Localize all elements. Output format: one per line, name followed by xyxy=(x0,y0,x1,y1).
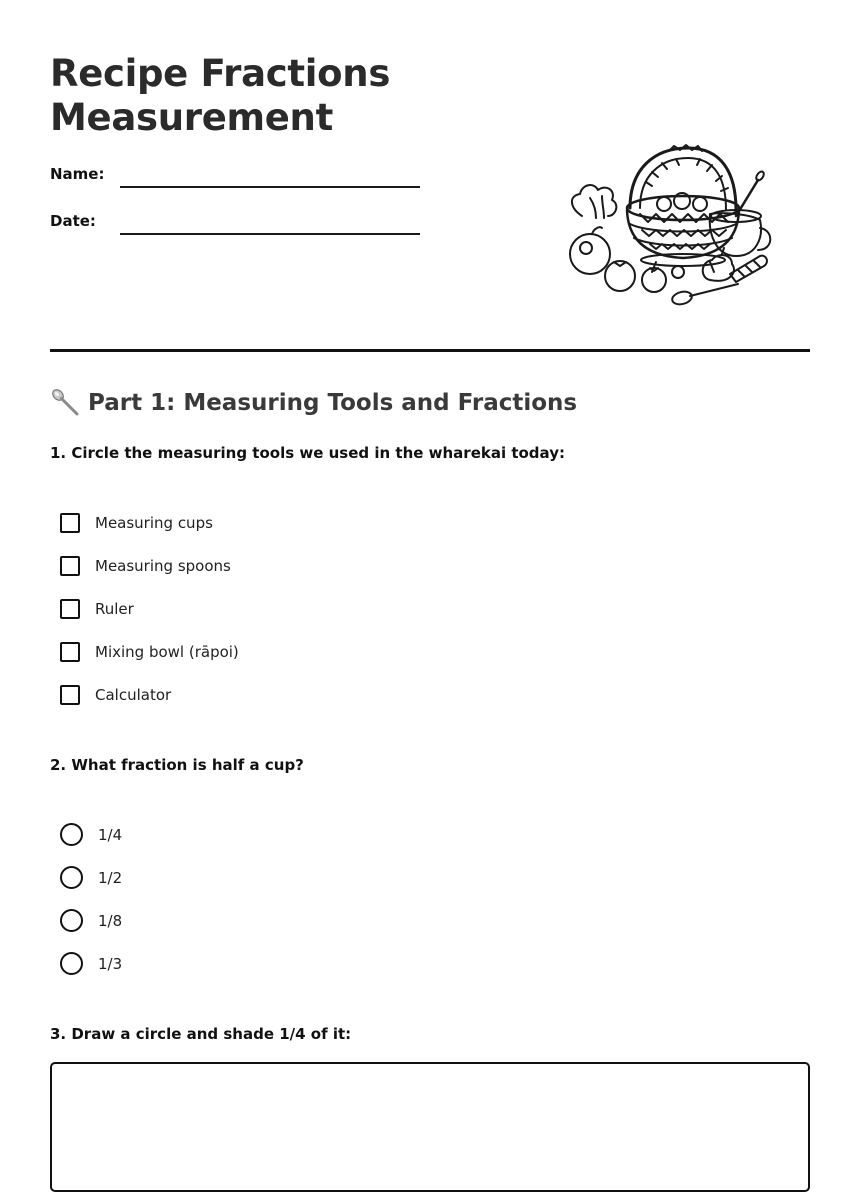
part1-heading-text: Part 1: Measuring Tools and Fractions xyxy=(88,390,578,416)
question-1-options xyxy=(60,501,239,716)
option-ruler[interactable] xyxy=(60,587,239,630)
option-label: Measuring cups xyxy=(95,513,213,532)
question-2-options xyxy=(60,813,122,985)
title-line-1: Recipe Fractions xyxy=(50,52,391,95)
checkbox[interactable] xyxy=(60,642,80,662)
checkbox[interactable] xyxy=(60,556,80,576)
option-label: Measuring spoons xyxy=(95,556,231,575)
option-label: 1/4 xyxy=(98,825,123,844)
checkbox[interactable] xyxy=(60,513,80,533)
option-one-eighth[interactable] xyxy=(60,899,122,942)
option-label: Mixing bowl (rāpoi) xyxy=(95,642,239,661)
name-field[interactable] xyxy=(50,165,420,189)
option-label: 1/8 xyxy=(98,911,123,930)
drawing-area[interactable] xyxy=(50,1062,810,1192)
radio-button[interactable] xyxy=(60,909,83,932)
option-label: 1/3 xyxy=(98,954,123,973)
cooking-basket-illustration xyxy=(560,138,775,310)
name-write-line[interactable] xyxy=(120,186,420,188)
worksheet-title xyxy=(50,52,390,140)
date-write-line[interactable] xyxy=(120,233,420,235)
radio-button[interactable] xyxy=(60,866,83,889)
title-line-2: Measurement xyxy=(50,96,333,139)
part1-heading xyxy=(50,386,577,420)
option-label: Ruler xyxy=(95,599,134,618)
worksheet-page xyxy=(50,0,810,1161)
option-one-half[interactable] xyxy=(60,856,122,899)
section-divider xyxy=(50,349,810,352)
radio-button[interactable] xyxy=(60,952,83,975)
option-label: Calculator xyxy=(95,685,172,704)
question-3-prompt: 3. Draw a circle and shade 1/4 of it: xyxy=(50,1025,352,1043)
date-label: Date: xyxy=(50,212,96,230)
name-label: Name: xyxy=(50,165,105,183)
option-one-quarter[interactable] xyxy=(60,813,122,856)
checkbox[interactable] xyxy=(60,685,80,705)
spoon-icon xyxy=(50,388,80,418)
option-measuring-cups[interactable] xyxy=(60,501,239,544)
question-1-prompt: 1. Circle the measuring tools we used in the wharekai today: xyxy=(50,444,565,462)
radio-button[interactable] xyxy=(60,823,83,846)
option-one-third[interactable] xyxy=(60,942,122,985)
question-2-prompt: 2. What fraction is half a cup? xyxy=(50,756,304,774)
option-measuring-spoons[interactable] xyxy=(60,544,239,587)
checkbox[interactable] xyxy=(60,599,80,619)
date-field[interactable] xyxy=(50,212,420,236)
option-mixing-bowl[interactable] xyxy=(60,630,239,673)
option-calculator[interactable] xyxy=(60,673,239,716)
option-label: 1/2 xyxy=(98,868,123,887)
